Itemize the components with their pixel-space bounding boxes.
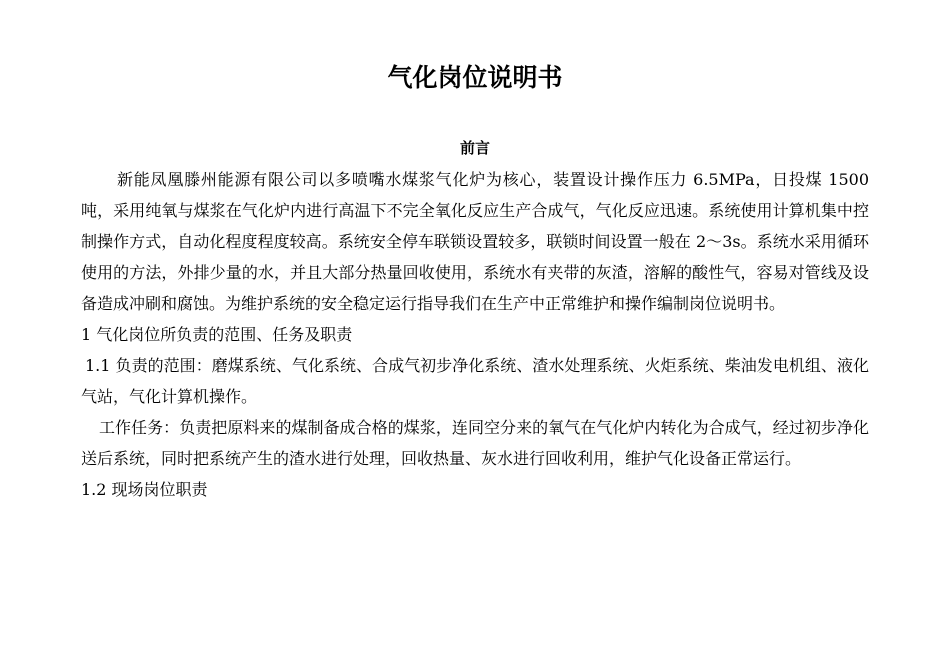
work-task-paragraph: 工作任务：负责把原料来的煤制备成合格的煤浆，连同空分来的氧气在气化炉内转化为合成气，经过初步净化送后系统，同时把系统产生的渣水进行处理，回收热量、灰水进行回收利用，维护气化设备正常运行。 (81, 418, 869, 468)
preface-heading: 前言 (459, 139, 490, 157)
section-1-1-paragraph: 1.1 负责的范围：磨煤系统、气化系统、合成气初步净化系统、渣水处理系统、火炬系统、柴油发电机组、液化气站，气化计算机操作。 (81, 356, 869, 406)
section-1-heading: 1 气化岗位所负责的范围、任务及职责 (81, 325, 353, 344)
document-title: 气化岗位说明书 (387, 63, 563, 92)
document-body (81, 164, 869, 505)
preface-paragraph: 新能凤凰滕州能源有限公司以多喷嘴水煤浆气化炉为核心，装置设计操作压力 6.5MPa，日投煤 1500 吨，采用纯氧与煤浆在气化炉内进行高温下不完全氧化反应生产合成气，气化反应迅速。系统使用计算机集中控制操作方式，自动化程度程度较高。系统安全停车联锁设置较多，联锁时间设置一般在 2～3s。系统水采用循环使用的方法，外排少量的水，并且大部分热量回收使用，系统水有夹带的灰渣，溶解的酸性气，容易对管线及设备造成冲刷和腐蚀。为维护系统的安全稳定运行指导我们在生产中正常维护和操作编制岗位说明书。 (81, 170, 869, 313)
section-1-2-heading: 1.2 现场岗位职责 (81, 480, 208, 499)
